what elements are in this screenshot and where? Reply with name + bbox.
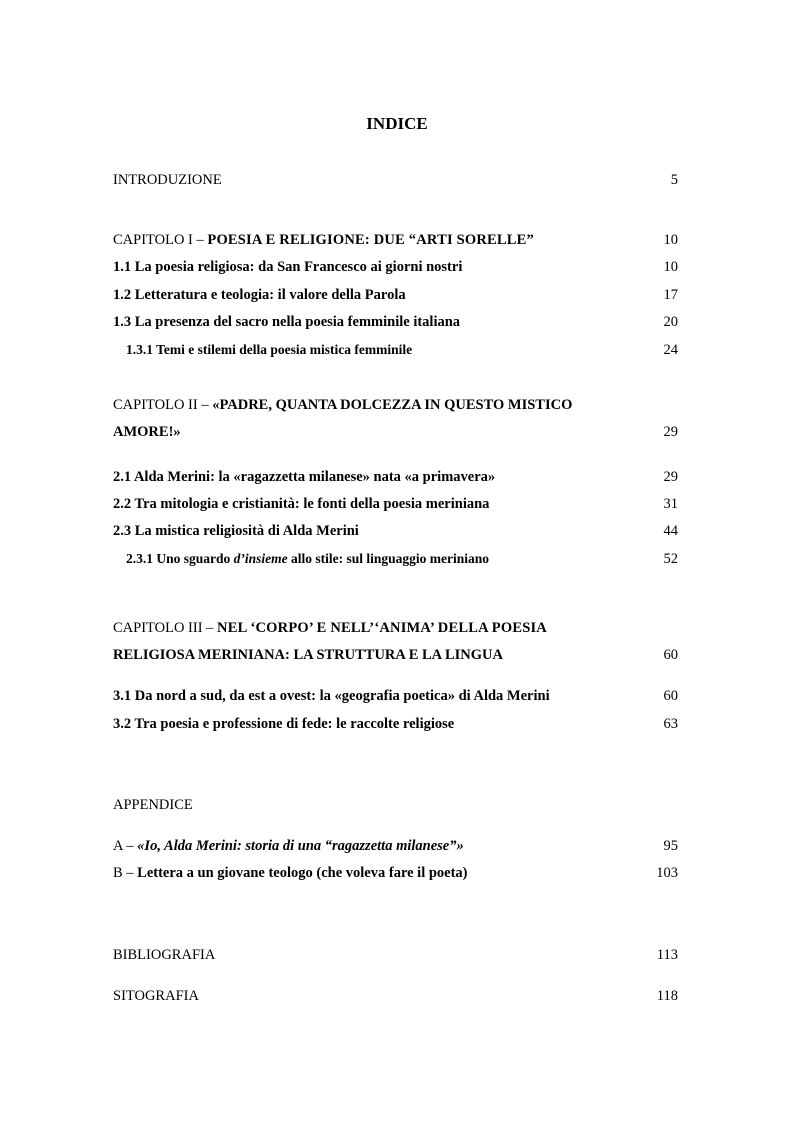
entry-page: 10 [663, 259, 678, 275]
toc-entry-capitolo-2-line2 [113, 422, 678, 442]
toc-entry-1-3-1 [126, 340, 678, 360]
chapter-title: «PADRE, QUANTA DOLCEZZA IN QUESTO MISTICO [212, 397, 573, 413]
entry-label: BIBLIOGRAFIA [113, 947, 216, 963]
entry-page: 29 [663, 469, 678, 485]
page-title: INDICE [366, 114, 428, 133]
entry-label: 1.3 La presenza del sacro nella poesia femminile italiana [113, 314, 461, 330]
entry-label: 2.2 Tra mitologia e cristianità: le fonti della poesia meriniana [113, 496, 490, 512]
entry-label: APPENDICE [113, 797, 193, 813]
chapter-title-continued: RELIGIOSA MERINIANA: LA STRUTTURA E LA LINGUA [113, 647, 503, 663]
toc-entry-capitolo-1 [113, 230, 678, 250]
toc-entry-3-1 [113, 686, 678, 706]
entry-label: Lettera a un giovane teologo (che voleva fare il poeta) [137, 865, 468, 881]
toc-entry-appendice [113, 795, 678, 815]
toc-entry-2-3 [113, 521, 678, 541]
entry-page: 63 [663, 716, 678, 732]
entry-label: 1.1 La poesia religiosa: da San Francesco ai giorni nostri [113, 259, 463, 275]
chapter-prefix: CAPITOLO III – [113, 620, 218, 636]
entry-page: 29 [663, 424, 678, 440]
entry-page: 17 [663, 287, 678, 303]
entry-label-italic: d’insieme [233, 551, 288, 566]
toc-entry-1-3 [113, 312, 678, 332]
entry-label: 3.1 Da nord a sud, da est a ovest: la «geografia poetica» di Alda Merini [113, 688, 550, 704]
toc-entry-capitolo-3-line2 [113, 645, 678, 665]
entry-page: 103 [656, 865, 678, 881]
toc-entry-bibliografia [113, 945, 678, 965]
chapter-prefix: CAPITOLO I – [113, 232, 208, 248]
toc-entry-introduzione [113, 170, 678, 190]
entry-page: 24 [663, 342, 678, 358]
toc-entry-2-2 [113, 494, 678, 514]
entry-label: SITOGRAFIA [113, 988, 199, 1004]
entry-page: 5 [670, 172, 678, 188]
toc-entry-sitografia [113, 986, 678, 1006]
entry-page: 118 [656, 988, 678, 1004]
toc-entry-capitolo-3-line1 [113, 618, 678, 638]
toc-entry-appendice-b [113, 863, 678, 883]
entry-page: 60 [663, 688, 678, 704]
entry-label-end: allo stile: sul linguaggio meriniano [287, 551, 490, 566]
entry-page: 113 [656, 947, 678, 963]
entry-page: 31 [663, 496, 678, 512]
entry-page: 52 [663, 551, 678, 567]
chapter-prefix: CAPITOLO II – [113, 397, 213, 413]
appendix-prefix: B – [113, 865, 138, 881]
entry-label-start: 2.3.1 Uno sguardo [126, 551, 234, 566]
entry-page: 10 [663, 232, 678, 248]
entry-label: «Io, Alda Merini: storia di una “ragazzetta milanese”» [137, 838, 464, 854]
entry-label: INTRODUZIONE [113, 172, 222, 188]
appendix-prefix: A – [113, 838, 138, 854]
entry-label: 2.1 Alda Merini: la «ragazzetta milanese» nata «a primavera» [113, 469, 496, 485]
toc-entry-1-1 [113, 257, 678, 277]
entry-label: 3.2 Tra poesia e professione di fede: le raccolte religiose [113, 716, 455, 732]
entry-label: 1.2 Letteratura e teologia: il valore della Parola [113, 287, 406, 303]
toc-entry-2-3-1 [126, 549, 678, 569]
entry-page: 60 [663, 647, 678, 663]
entry-label: 1.3.1 Temi e stilemi della poesia mistica femminile [126, 342, 413, 357]
toc-entry-2-1 [113, 467, 678, 487]
chapter-title: POESIA E RELIGIONE: DUE “ARTI SORELLE” [207, 232, 534, 248]
chapter-title-continued: AMORE!» [113, 424, 181, 440]
toc-entry-appendice-a [113, 836, 678, 856]
chapter-title: NEL ‘CORPO’ E NELL’‘ANIMA’ DELLA POESIA [217, 620, 547, 636]
entry-label: 2.3 La mistica religiosità di Alda Merini [113, 523, 359, 539]
toc-entry-1-2 [113, 285, 678, 305]
toc-entry-capitolo-2-line1 [113, 395, 678, 415]
entry-page: 95 [663, 838, 678, 854]
toc-entry-3-2 [113, 714, 678, 734]
entry-page: 20 [663, 314, 678, 330]
entry-page: 44 [663, 523, 678, 539]
